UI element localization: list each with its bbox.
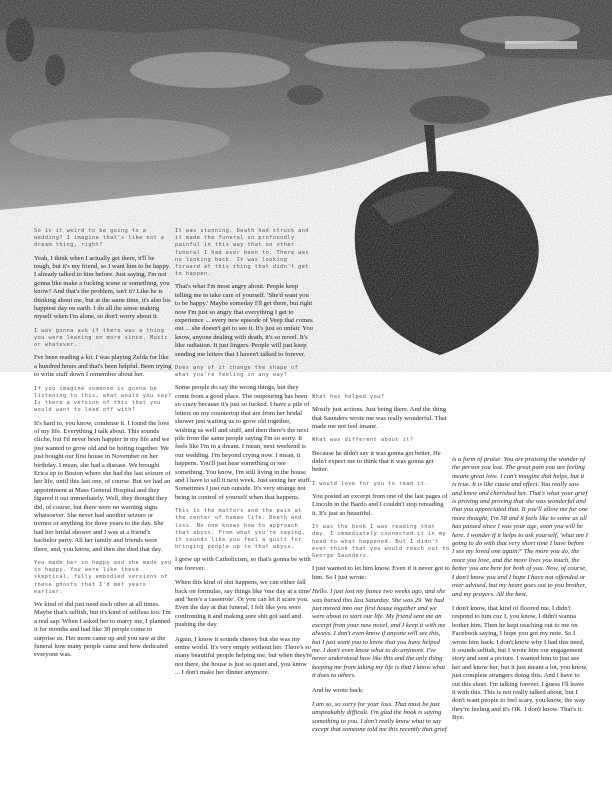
- interview-question: If you imagine someone is gonna be listening to this, what would you say? Is there a version of this that you would want to lead off with?: [34, 385, 172, 414]
- interview-answer: Mostly just actions. Just being there. And the thing that Saunders wrote me was really wonderful. That made me not feel insane.: [312, 406, 447, 431]
- interview-answer: I don't know, that kind of floored me. I didn't respond to him cuz I, you know, I didn't wanna bother him. Then he kept reaching out to me on Facebook saying, I hope you got my note. So I wrote him back. I don't know why I had this need, it sounds selfish, but I wrote him our engagement story and sent a picture. I wanted him to just see her and know her, but it just meant a lot, you know, just complete strangers doing this. And I have to cut this short. I'm talking forever. I guess I'll leave it with this. This is not really talked about, but I don't want people to feel scary, you know, the way they're feeling and it's OK. I don't know. That's it. Bye.: [452, 604, 588, 722]
- interview-question: It was the book I was reading that day. I immediately connected it in my head to what happened. But I didn't ever think that you would reach out to George Saunders.: [312, 524, 450, 560]
- interview-question: Does any of it change the shape of what you're feeling in any way?: [175, 365, 299, 379]
- interview-answer: Some people do say the wrong things, but they come from a good place. The outpouring has been so crazy because it's just so fucked. I have a pile of letters on my countertop that are from her bridal shower just waiting us to grow old together, wishing us well and stuff, and then there's the next pile from the same people saying I'm so sorry. It feels like I'm in a dream. I mean, next weekend is our wedding. I'm beyond crying now. I mean, it happens. You'll just hear something or see something. You know, I'm still living in the house and I have to sell it next week. Just seeing her stuff. Sometimes I just run outside. It's very strange not being in control of yourself when that happens.: [175, 384, 312, 501]
- interview-question: It was stunning. Death had struck and it made the funeral so profoundly painful in this way that no other funeral I had ever been to. There was no looking back. It was looking forward at this thing that didn't get to happen.: [175, 228, 310, 278]
- interview-answer: You posted an excerpt from one of the last pages of Lincoln in the Bardo and I couldn't stop rereading it. It's just so beautiful.: [312, 493, 448, 517]
- interview-answer: I've been reading a lot. I was playing Zelda for like a hundred hours and that's been helpful. Been trying to write stuff down I remember about her.: [34, 354, 172, 379]
- interview-question: This is the matters and the pain at the center of human life. Death and loss. No one knows how to approach that abyss. From what you're saying, it sounds like you feel a guilt for bringing people up to that abyss.: [175, 508, 306, 551]
- caption-tag: [505, 41, 577, 49]
- interview-question: So is it weird to be going to a wedding? I imagine that's like not a dream thing, right?: [34, 228, 165, 249]
- interview-answer: I am so, so sorry for your loss. That must be just unspeakably difficult. I'm glad the book is saying something to you. I don't really know what to say except that someone told me this recently that grief: [312, 700, 447, 734]
- interview-question: I would love for you to read it.: [312, 480, 428, 487]
- column-1: [34, 228, 172, 666]
- interview-answer: Again, I know it sounds cheesy but she was my entire world. It's very empty without her. There's so many beautiful people helping me, but when they're not there, the house is just so quiet and, you know ... I don't make her dinner anymore.: [175, 635, 313, 677]
- interview-answer: We kind of did just need each other at all times. Maybe that's selfish, but it's kind of selfless too. I'm a real sap. When I asked her to marry me, I planned it for months and had like 30 people come to surprise us. Her mom came up and you saw at the funeral how many people came and how dedicated everyone was.: [34, 601, 171, 659]
- interview-answer: That's what I'm most angry about. People keep telling me to take care of yourself. 'She'd want you to be happy.' Maybe someday I'll get there, but right now I'm just so angry that everything I get to experience ... every new episode of Veep that comes out ... she doesn't get to see it. It's just so unfair. You know, anyone dealing with death, it's so novel. It's like radiation. It just lingers. People will just keep sending me letters that I haven't talked to forever.: [175, 283, 313, 358]
- interview-answer: And he wrote back:: [312, 686, 364, 694]
- column-4: [452, 456, 588, 729]
- interview-answer: Hello. I just lost my fiance two weeks ago, and she was buried this last Saturday. She was 29. We had just moved into our first house together and we were about to start our life. My friend sent me an excerpt from your new novel, and I keep it with me always. I don't even know if anyone will see this, but I just want you to know that you have helped me. I don't even know what to do anymore. I've never understood how like this and the only thing keeping me from taking my life is that I know what it does to others.: [312, 588, 446, 680]
- interview-answer: Yeah, I think when I actually get there, it'll be tough, but it's my friend, so I want him to be happy. I already talked to him before. Just saying, I'm not gonna like make a fucking scene or something, you know? And that's the problem, isn't it? Like he is thinking about me, but at the same time, it's also his happiest day on earth. I do all the sense making myself when I'm alone, so don't worry about it.: [34, 254, 171, 321]
- column-2: [175, 228, 313, 684]
- interview-answer: is a form of praise. You are praising the wonder of the person you lost. The great pain you are feeling means great love. I can't imagine that helps, but it is true. It is like cause and effect. You really saw and knew and cherished her. That's what your grief is proving and proving that she was wonderful and that you appreciated that. It you'll allow me for one more thought, I'm 58 and it feels like to some as all has passed since I was your age, soon you will be here. I wonder if it helps to ask yourself, 'what am I going to do with that very short time I have before I see my loved one again?' The more you do, the more you love, and the more lives you touch, the better you are here for both of you. Now, of course, I don't know you and I hope I have not offended or over advised, but my heart goes out to you brother, and my prayers. All the best.: [452, 456, 588, 598]
- interview-answer: I just wanted to let him know. Even if it never got to him. So I just wrote:: [312, 565, 450, 581]
- interview-answer: I grew up with Catholicism, so that's gonna be with me forever.: [175, 556, 311, 572]
- interview-answer: Because he didn't say it was gonna get better. He didn't expect me to think that it was gonna get better.: [312, 449, 441, 474]
- interview-question: I was gonna ask if there was a thing you were leaning on more since. Music or whatever.: [34, 327, 169, 349]
- interview-answer: It's hard to, you know, condense it. I found the love of my life. Everything I talk about. This sounds cliche, but I'd never been happier in my life and we just wanted to grow old and be boring together. We just bought our first house in November on her birthday. I mean, she had a disease. We brought Erica up to Boston where she had the last seizure of her life, until this last one, of course. But we had an appointment at Mass General Hospital and they figured it out immediately. Well, they thought they did, of course, but there were no warning signs whatsoever. She never had another seizure or tremor or anything for three years to the day. She had her bridal shower and I was at a friend's bachelor party. All her family and friends were there, and, you know, and then she died that day.: [34, 419, 171, 553]
- interview-question: You made her so happy and she made you so happy. You were like these skeptical, fully embodied versions of these ghosts that I'd met years earlier.: [34, 560, 172, 595]
- interview-answer: When this kind of shit happens, we can either fall back on formulas, say things like 'one day at a time' and 'here's a casserole'. Or you can let it scare you. Even the day at that funeral, I felt like you were confronting it and making sure shit got said and pushing the day.: [175, 579, 312, 629]
- interview-question: What was different about it?: [312, 437, 414, 444]
- column-3: [312, 394, 450, 741]
- interview-question: What has helped you?: [312, 394, 385, 400]
